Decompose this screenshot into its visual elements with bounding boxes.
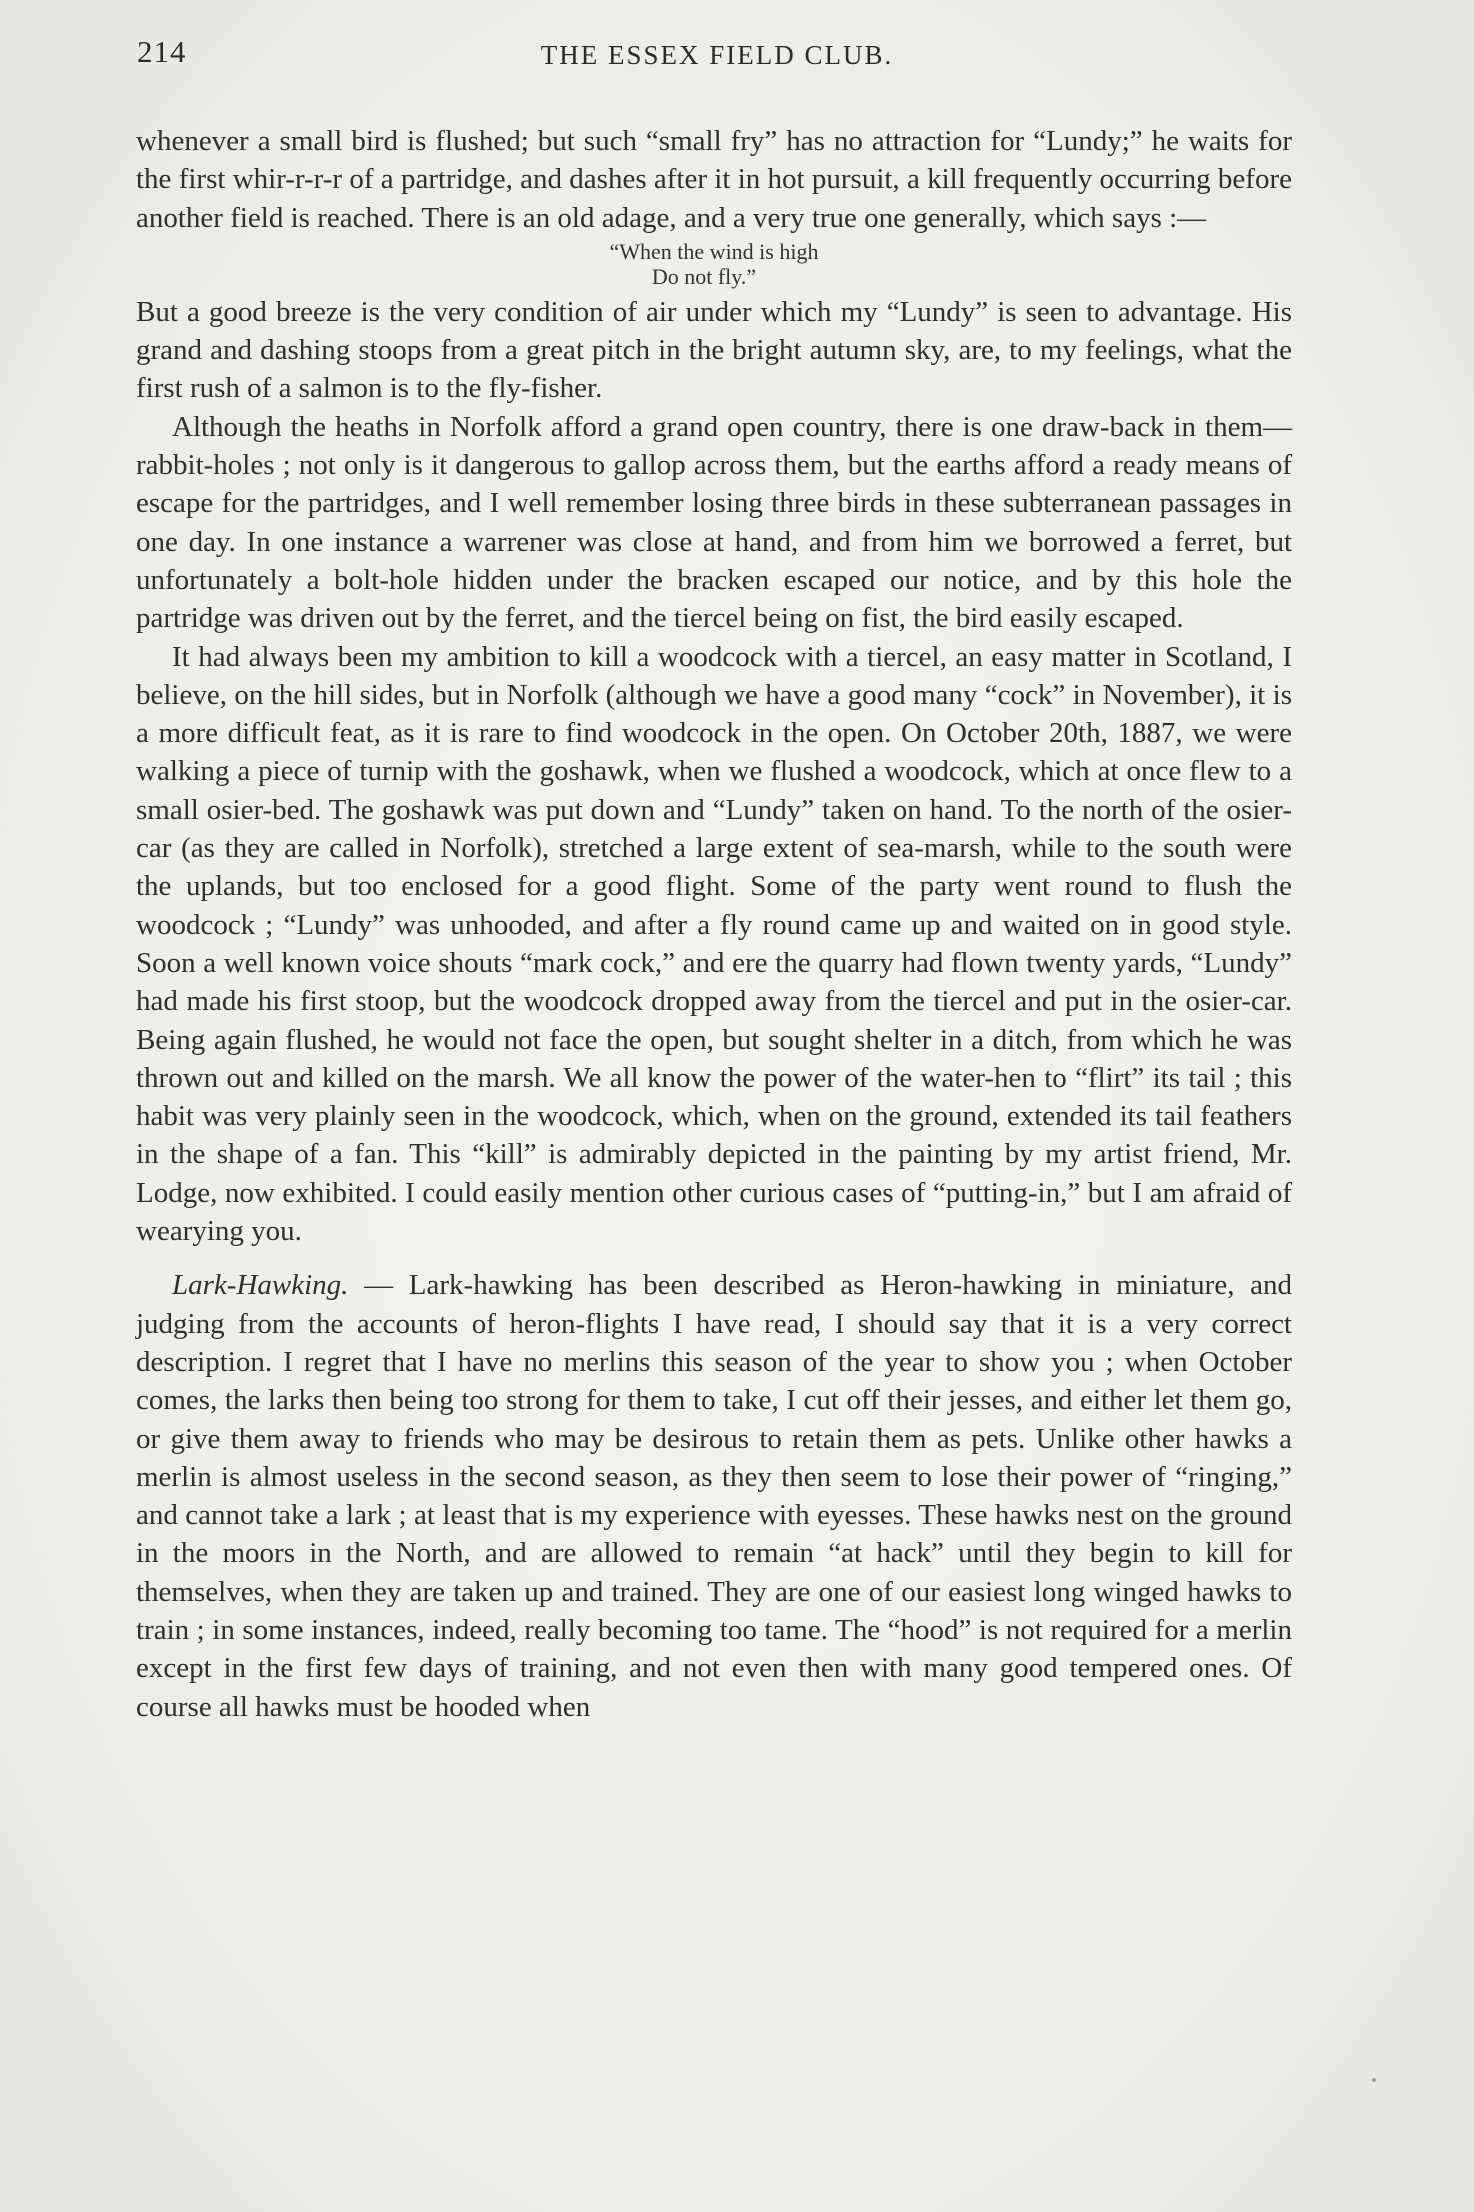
verse-line-1: “When the wind is high — [609, 238, 819, 264]
verse-quote — [136, 239, 1292, 289]
running-head: THE ESSEX FIELD CLUB. — [540, 40, 894, 70]
verse-line-2: Do not fly.” — [651, 263, 757, 289]
paragraph-3: Although the heaths in Norfolk afford a grand open country, there is one draw-back in them—rabbit-holes ; not only is it dangerous to gallop across them, but the earths afford a ready means of escape for the partridges, and I well remember losing three birds in these subterranean passages in one day. In one instance a warrener was close at hand, and from him we borrowed a ferret, but unfortunately a bolt-hole hidden under the bracken escaped our notice, and by this hole the partridge was driven out by the ferret, and the tiercel being on fist, the bird easily escaped. — [136, 410, 1292, 635]
paragraph-5-text: Lark-hawking has been described as Heron-hawking in miniature, and judging from the accounts of heron-flights I have read, I should say that it is a very correct description. I regret that I have no merlins this season of the year to show you ; when October comes, the larks then being too strong for them to take, I cut off their jesses, and either let them go, or give them away to friends who may be desirous to retain them as pets. Unlike other hawks a merlin is almost useless in the second season, as they then seem to lose their power of “ringing,” and cannot take a lark ; at least that is my experience with eyesses. These hawks nest on the ground in the moors in the North, and are allowed to remain “at hack” until they begin to kill for themselves, when they are taken up and trained. They are one of our easiest long winged hawks to train ; in some instances, indeed, really becoming too tame. The “hood” is not required for a merlin except in the first few days of training, and not even then with many good tempered ones. Of course all hawks must be hooded when — [136, 1269, 1292, 1723]
paper-speck — [1372, 2078, 1376, 2082]
paragraph-lark-hawking — [136, 1266, 1292, 1726]
page-header — [137, 34, 1297, 84]
section-title-lark-hawking: Lark-Hawking. — [172, 1269, 349, 1302]
section-title-dash: — — [348, 1269, 409, 1302]
page-number: 214 — [137, 34, 187, 69]
body-text — [136, 122, 1292, 1726]
paragraph-4: It had always been my ambition to kill a woodcock with a tiercel, an easy matter in Scotland, I believe, on the hill sides, but in Norfolk (although we have a good many “cock” in November), it is a more difficult feat, as it is rare to find woodcock in the open. On October 20th, 1887, we were walking a piece of turnip with the goshawk, when we flushed a woodcock, which at once flew to a small osier-bed. The goshawk was put down and “Lundy” taken on hand. To the north of the osier-car (as they are called in Norfolk), stretched a large extent of sea-marsh, while to the south were the uplands, but too enclosed for a good flight. Some of the party went round to flush the woodcock ; “Lundy” was unhooded, and after a fly round came up and waited on in good style. Soon a well known voice shouts “mark cock,” and ere the quarry had flown twenty yards, “Lundy” had made his first stoop, but the woodcock dropped away from the tiercel and put in the osier-car. Being again flushed, he would not face the open, but sought shelter in a ditch, from which he was thrown out and killed on the marsh. We all know the power of the water-hen to “flirt” its tail ; this habit was very plainly seen in the woodcock, which, when on the ground, extended its tail feathers in the shape of a fan. This “kill” is admirably depicted in the painting by my artist friend, Mr. Lodge, now exhibited. I could easily mention other curious cases of “putting-in,” but I am afraid of wearying you. — [136, 640, 1292, 1248]
paragraph-1: whenever a small bird is flushed; but such “small fry” has no attraction for “Lundy;” he waits for the first whir-r-r-r of a partridge, and dashes after it in hot pursuit, a kill frequently occurring before another field is reached. There is an old adage, and a very true one generally, which says :— — [136, 125, 1292, 234]
paragraph-2: But a good breeze is the very condition of air under which my “Lundy” is seen to advantage. His grand and dashing stoops from a great pitch in the bright autumn sky, are, to my feelings, what the first rush of a salmon is to the fly-fisher. — [136, 295, 1292, 405]
